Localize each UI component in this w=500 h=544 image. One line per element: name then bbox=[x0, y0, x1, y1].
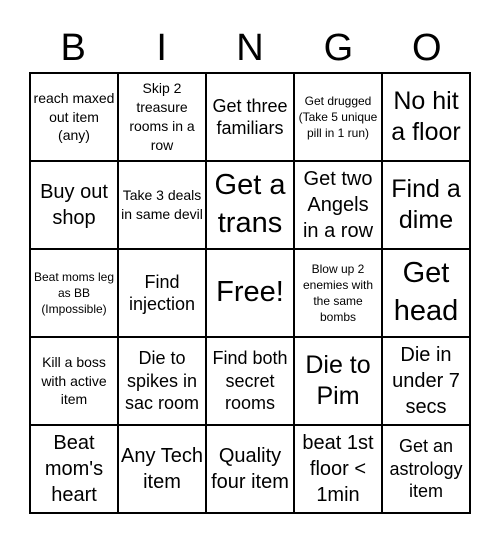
bingo-cell-r1c4[interactable] bbox=[294, 73, 382, 161]
cell-text: Find a dime bbox=[391, 174, 461, 234]
bingo-cell-r2c1[interactable] bbox=[30, 161, 118, 249]
bingo-board bbox=[29, 72, 471, 514]
header-letter-o: O bbox=[412, 27, 442, 69]
bingo-cell-r5c2[interactable] bbox=[118, 425, 206, 513]
bingo-cell-r3c1[interactable] bbox=[30, 249, 118, 337]
cell-text: Beat mom's heart bbox=[44, 432, 104, 506]
cell-text: No hit a floor bbox=[391, 86, 461, 146]
cell-text: Find both secret rooms bbox=[212, 348, 288, 414]
free-space-text: Free! bbox=[216, 276, 284, 309]
cell-text: Take 3 deals in same devil bbox=[121, 187, 203, 222]
cell-text: Get head bbox=[393, 257, 459, 327]
cell-text: Get an astrology item bbox=[389, 436, 463, 502]
cell-text: Buy out shop bbox=[40, 181, 108, 229]
bingo-cell-r1c1[interactable] bbox=[30, 73, 118, 161]
bingo-cell-r3c5[interactable] bbox=[382, 249, 470, 337]
header-letter-i: I bbox=[156, 27, 167, 69]
cell-text: Get a trans bbox=[214, 169, 286, 239]
cell-text: Die to spikes in sac room bbox=[124, 348, 200, 414]
bingo-cell-r2c4[interactable] bbox=[294, 161, 382, 249]
cell-text: Die to Pim bbox=[305, 350, 371, 410]
bingo-header bbox=[29, 24, 471, 72]
bingo-cell-r4c4[interactable] bbox=[294, 337, 382, 425]
bingo-cell-r2c3[interactable] bbox=[206, 161, 294, 249]
bingo-cell-r2c5[interactable] bbox=[382, 161, 470, 249]
bingo-cell-r5c4[interactable] bbox=[294, 425, 382, 513]
cell-text: Die in under 7 secs bbox=[392, 344, 460, 418]
bingo-cell-free[interactable] bbox=[206, 249, 294, 337]
bingo-cell-r1c3[interactable] bbox=[206, 73, 294, 161]
cell-text: Kill a boss with active item bbox=[41, 353, 107, 408]
cell-text: Get three familiars bbox=[212, 95, 288, 138]
bingo-cell-r4c1[interactable] bbox=[30, 337, 118, 425]
bingo-cell-r1c2[interactable] bbox=[118, 73, 206, 161]
bingo-cell-r4c2[interactable] bbox=[118, 337, 206, 425]
bingo-cell-r5c5[interactable] bbox=[382, 425, 470, 513]
bingo-cell-r3c4[interactable] bbox=[294, 249, 382, 337]
cell-text: Get two Angels in a row bbox=[302, 168, 374, 242]
cell-text: Get drugged (Take 5 unique pill in 1 run) bbox=[298, 93, 378, 141]
cell-text: Skip 2 treasure rooms in a row bbox=[129, 80, 195, 153]
bingo-cell-r4c5[interactable] bbox=[382, 337, 470, 425]
cell-text: Quality four item bbox=[211, 445, 289, 493]
cell-text: Blow up 2 enemies with the same bombs bbox=[302, 261, 374, 325]
header-letter-g: G bbox=[323, 27, 354, 69]
bingo-cell-r5c3[interactable] bbox=[206, 425, 294, 513]
cell-text: beat 1st floor < 1min bbox=[302, 432, 374, 506]
bingo-cell-r5c1[interactable] bbox=[30, 425, 118, 513]
bingo-cell-r2c2[interactable] bbox=[118, 161, 206, 249]
bingo-cell-r1c5[interactable] bbox=[382, 73, 470, 161]
cell-text: reach maxed out item (any) bbox=[33, 89, 115, 144]
cell-text: Beat moms leg as BB (Impossible) bbox=[33, 269, 115, 317]
cell-text: Any Tech item bbox=[121, 445, 203, 493]
bingo-cell-r3c2[interactable] bbox=[118, 249, 206, 337]
cell-text: Find injection bbox=[128, 271, 196, 314]
bingo-cell-r4c3[interactable] bbox=[206, 337, 294, 425]
header-letter-b: B bbox=[60, 27, 86, 69]
header-letter-n: N bbox=[236, 27, 264, 69]
